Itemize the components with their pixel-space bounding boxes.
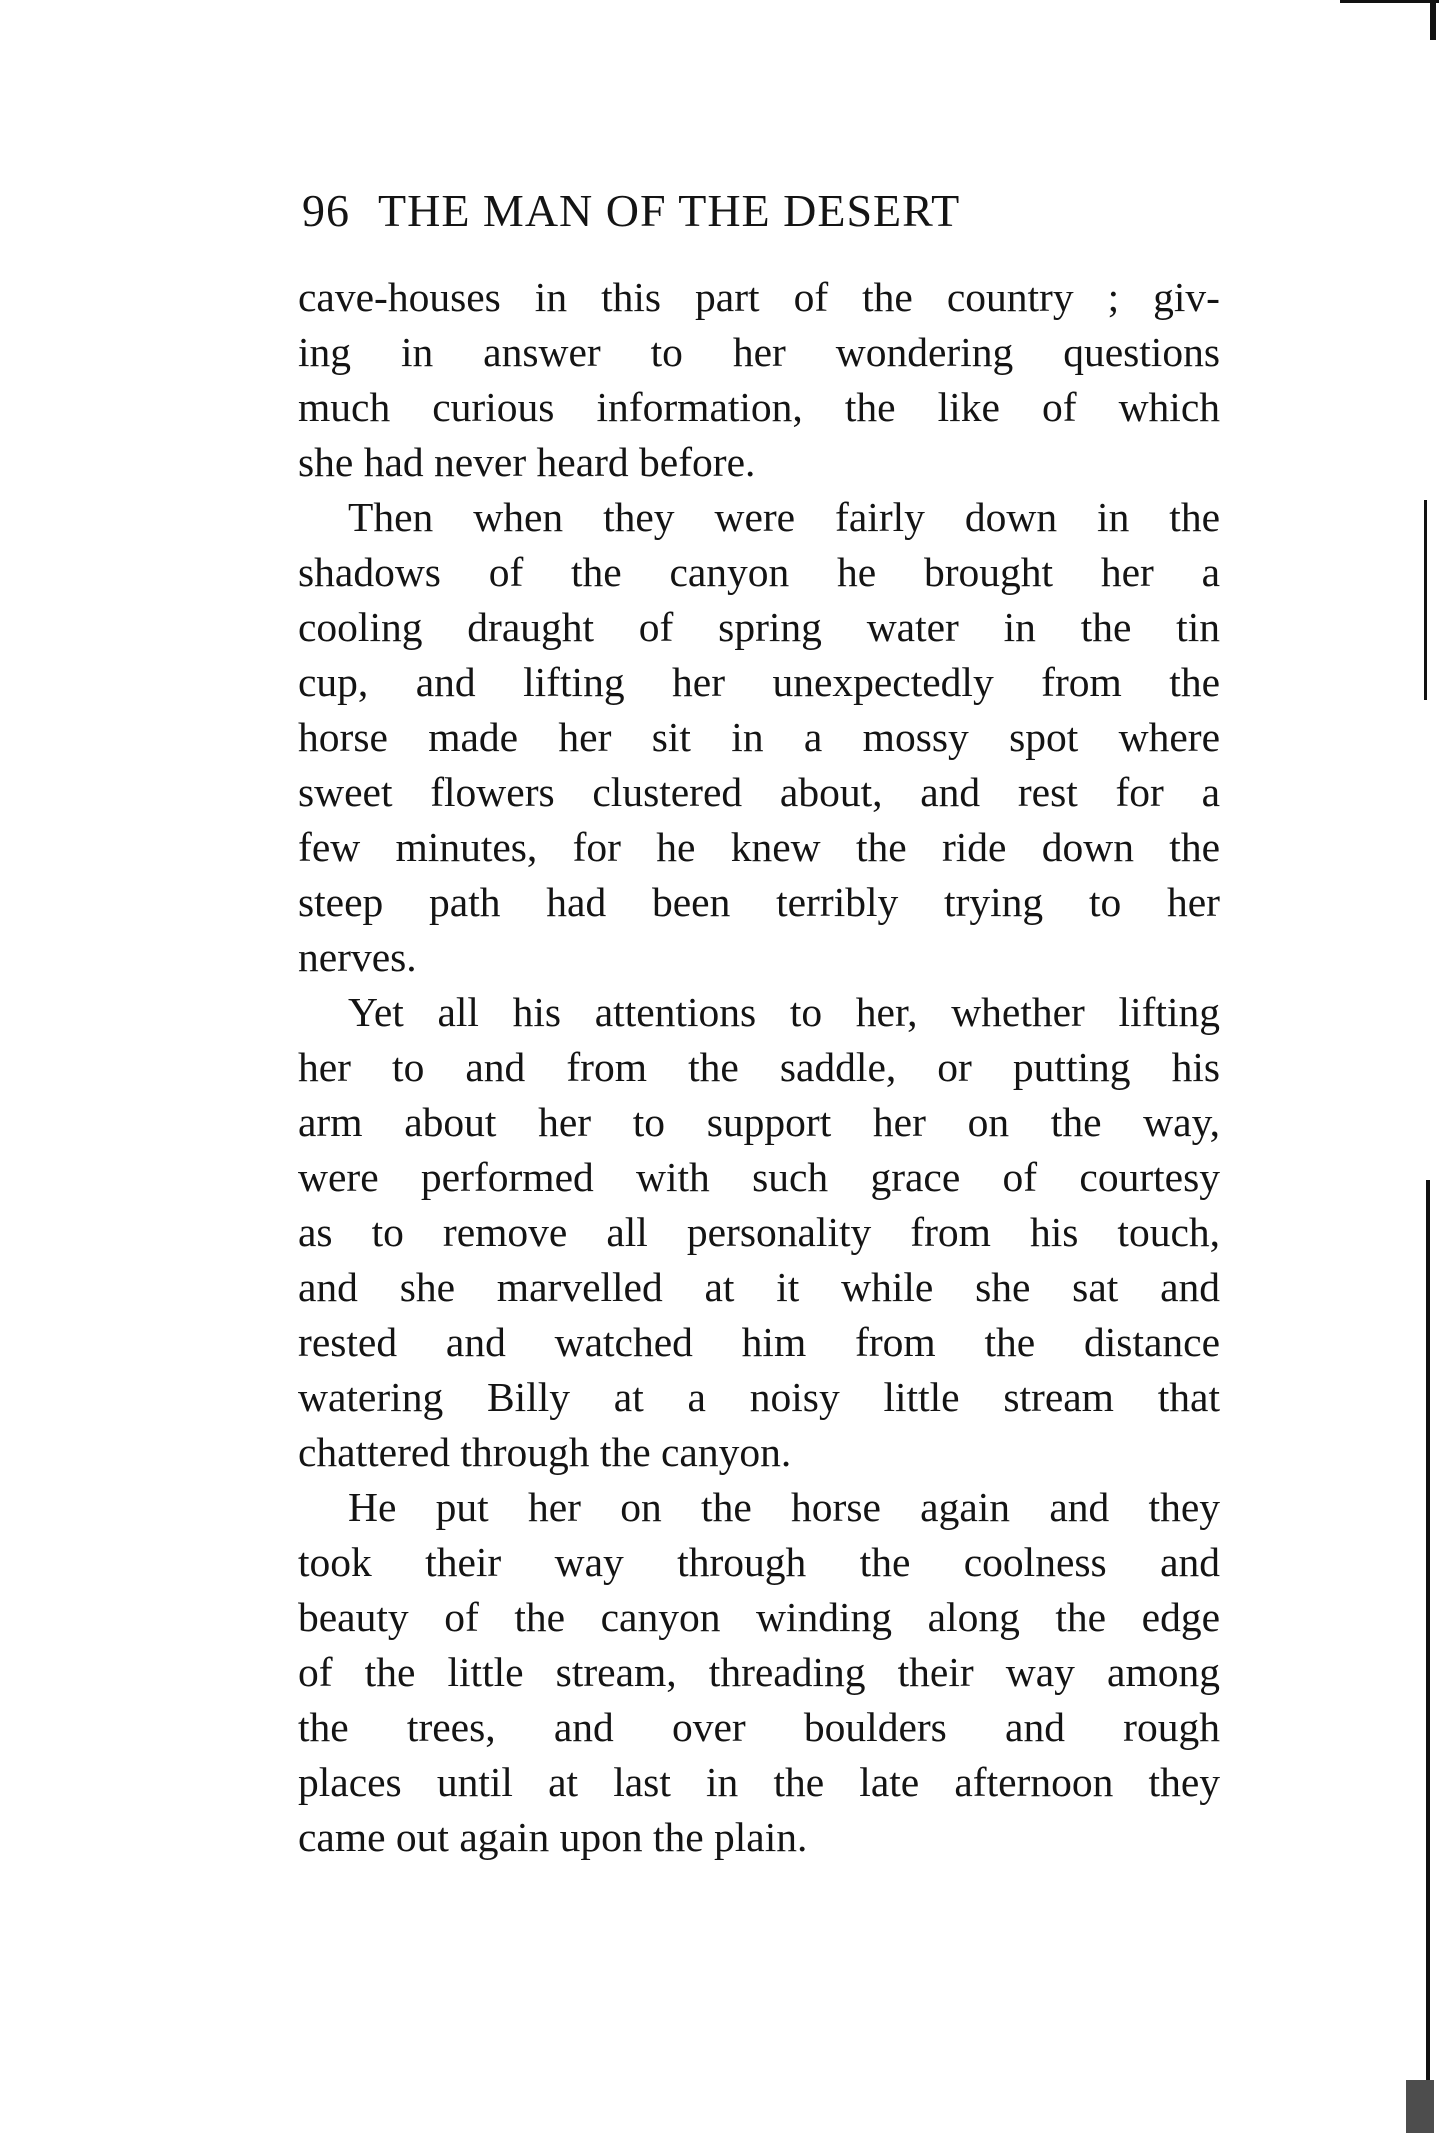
text-line: much curious information, the like of which	[298, 384, 1220, 430]
text-line: chattered through the canyon.	[298, 1429, 792, 1475]
text-line: watering Billy at a noisy little stream that	[298, 1374, 1220, 1420]
text-line: cave-houses in this part of the country ; giv-	[298, 274, 1220, 320]
page-edge-upper	[1424, 500, 1427, 700]
page-edge-lower	[1426, 1180, 1430, 2080]
text-line: came out again upon the plain.	[298, 1814, 808, 1860]
text-line: and she marvelled at it while she sat and	[298, 1264, 1220, 1310]
text-line: He put her on the horse again and they	[348, 1484, 1220, 1530]
text-line: rested and watched him from the distance	[298, 1319, 1220, 1365]
body-text	[298, 270, 1220, 1865]
page-edge-corner	[1430, 0, 1436, 40]
text-line: took their way through the coolness and	[298, 1539, 1220, 1585]
text-line: as to remove all personality from his touch,	[298, 1209, 1220, 1255]
text-line: nerves.	[298, 934, 417, 980]
running-header	[302, 184, 960, 237]
text-line: Then when they were fairly down in the	[348, 494, 1220, 540]
text-line: of the little stream, threading their way among	[298, 1649, 1220, 1695]
page-edge-top	[1340, 0, 1439, 3]
text-line: were performed with such grace of courtesy	[298, 1154, 1220, 1200]
text-line: sweet flowers clustered about, and rest for a	[298, 769, 1220, 815]
text-line: horse made her sit in a mossy spot where	[298, 714, 1220, 760]
text-line: Yet all his attentions to her, whether lifting	[348, 989, 1220, 1035]
text-line: places until at last in the late afternoon they	[298, 1759, 1220, 1805]
text-line: cooling draught of spring water in the tin	[298, 604, 1220, 650]
text-line: cup, and lifting her unexpectedly from the	[298, 659, 1220, 705]
running-title: THE MAN OF THE DESERT	[378, 185, 961, 236]
page-number: 96	[302, 185, 350, 236]
text-line: ing in answer to her wondering questions	[298, 329, 1220, 375]
text-line: her to and from the saddle, or putting his	[298, 1044, 1220, 1090]
text-line: beauty of the canyon winding along the edge	[298, 1594, 1220, 1640]
text-line: few minutes, for he knew the ride down the	[298, 824, 1220, 870]
text-line: the trees, and over boulders and rough	[298, 1704, 1220, 1750]
text-line: arm about her to support her on the way,	[298, 1099, 1220, 1145]
text-line: shadows of the canyon he brought her a	[298, 549, 1220, 595]
page-edge-bottom	[1406, 2080, 1434, 2133]
text-line: she had never heard before.	[298, 439, 756, 485]
text-line: steep path had been terribly trying to her	[298, 879, 1220, 925]
